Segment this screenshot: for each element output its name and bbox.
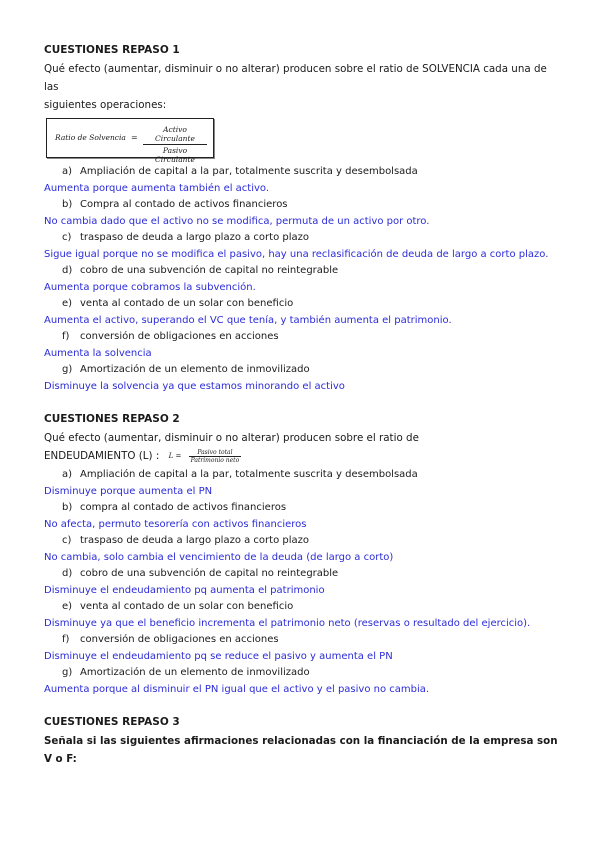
answer-text: Disminuye la solvencia ya que estamos minorando el activo bbox=[44, 381, 345, 392]
item-letter: f) bbox=[62, 331, 70, 342]
solvency-formula bbox=[46, 118, 214, 164]
formula-label: Ratio de Solvencia bbox=[55, 133, 126, 142]
answer-text: Sigue igual porque no se modifica el pasivo, hay una reclasificación de deuda de largo a corto plazo. bbox=[44, 249, 549, 260]
section-repaso-2 bbox=[44, 413, 564, 698]
item-text: venta al contado de un solar con beneficio bbox=[80, 298, 294, 309]
item-letter: a) bbox=[62, 166, 73, 177]
answer-text: Aumenta la solvencia bbox=[44, 348, 152, 359]
item-text: cobro de una subvención de capital no reintegrable bbox=[80, 265, 339, 276]
item-letter: d) bbox=[62, 265, 73, 276]
question-text: ENDEUDAMIENTO (L) : bbox=[44, 450, 160, 462]
question-line: Qué efecto (aumentar, disminuir o no alterar) producen sobre el ratio de SOLVENCIA cada una de las bbox=[44, 63, 547, 93]
answer-text: Disminuye el endeudamiento pq se reduce el pasivo y aumenta el PN bbox=[44, 651, 393, 662]
question-line bbox=[44, 447, 564, 465]
section-repaso-1 bbox=[44, 44, 564, 395]
item-text: Amortización de un elemento de inmovilizado bbox=[80, 667, 310, 678]
item-text: Amortización de un elemento de inmovilizado bbox=[80, 364, 310, 375]
answer-text: Disminuye porque aumenta el PN bbox=[44, 486, 213, 497]
formula-denominator: Patrimonio neto bbox=[190, 456, 240, 464]
item-letter: g) bbox=[62, 667, 73, 678]
answer-text: Aumenta el activo, superando el VC que tenía, y también aumenta el patrimonio. bbox=[44, 315, 452, 326]
list-item bbox=[62, 296, 564, 312]
list-item bbox=[62, 599, 564, 615]
answer-text: Disminuye el endeudamiento pq aumenta el patrimonio bbox=[44, 585, 325, 596]
item-text: traspaso de deuda a largo plazo a corto plazo bbox=[80, 232, 309, 243]
question-line: Señala si las siguientes afirmaciones relacionadas con la financiación de la empresa son V o F: bbox=[44, 735, 558, 765]
item-letter: f) bbox=[62, 634, 70, 645]
answer-text: Aumenta porque aumenta también el activo. bbox=[44, 183, 270, 194]
item-letter: b) bbox=[62, 502, 73, 513]
question-line: Qué efecto (aumentar, disminuir o no alterar) producen sobre el ratio de bbox=[44, 432, 419, 444]
item-text: conversión de obligaciones en acciones bbox=[80, 634, 279, 645]
item-text: Ampliación de capital a la par, totalmente suscrita y desembolsada bbox=[80, 166, 418, 177]
section-title: CUESTIONES REPASO 3 bbox=[44, 716, 180, 728]
item-text: compra al contado de activos financieros bbox=[80, 502, 287, 513]
question-line: siguientes operaciones: bbox=[44, 99, 167, 111]
list-item bbox=[62, 164, 564, 180]
item-letter: e) bbox=[62, 601, 73, 612]
formula-symbol: L = bbox=[168, 452, 182, 460]
document-content bbox=[44, 44, 564, 780]
item-letter: g) bbox=[62, 364, 73, 375]
debt-formula-fraction bbox=[189, 449, 242, 464]
item-text: cobro de una subvención de capital no reintegrable bbox=[80, 568, 339, 579]
list-item bbox=[62, 197, 564, 213]
section-title: CUESTIONES REPASO 1 bbox=[44, 44, 180, 56]
answer-text: No cambia, solo cambia el vencimiento de la deuda (de largo a corto) bbox=[44, 552, 394, 563]
item-text: traspaso de deuda a largo plazo a corto plazo bbox=[80, 535, 309, 546]
item-letter: e) bbox=[62, 298, 73, 309]
formula-fraction bbox=[143, 125, 207, 164]
list-item bbox=[62, 632, 564, 648]
answer-text: Aumenta porque al disminuir el PN igual que el activo y el pasivo no cambia. bbox=[44, 684, 430, 695]
section-repaso-3 bbox=[44, 716, 564, 768]
item-text: Compra al contado de activos financieros bbox=[80, 199, 288, 210]
answer-text: Disminuye ya que el beneficio incrementa el patrimonio neto (reservas o resultado del ejercicio). bbox=[44, 618, 531, 629]
list-item bbox=[62, 566, 564, 582]
item-letter: b) bbox=[62, 199, 73, 210]
answer-text: Aumenta porque cobramos la subvención. bbox=[44, 282, 256, 293]
section-title: CUESTIONES REPASO 2 bbox=[44, 413, 180, 425]
formula-equals: = bbox=[131, 133, 138, 142]
item-letter: d) bbox=[62, 568, 73, 579]
formula-numerator: Pasivo total bbox=[189, 449, 242, 457]
list-item bbox=[62, 665, 564, 681]
item-text: venta al contado de un solar con beneficio bbox=[80, 601, 294, 612]
item-letter: c) bbox=[62, 535, 72, 546]
answer-text: No afecta, permuto tesorería con activos financieros bbox=[44, 519, 307, 530]
list-item bbox=[62, 500, 564, 516]
list-item bbox=[62, 467, 564, 483]
item-text: conversión de obligaciones en acciones bbox=[80, 331, 279, 342]
item-letter: a) bbox=[62, 469, 73, 480]
answer-text: No cambia dado que el activo no se modifica, permuta de un activo por otro. bbox=[44, 216, 430, 227]
list-item bbox=[62, 533, 564, 549]
list-item bbox=[62, 329, 564, 345]
list-item bbox=[62, 230, 564, 246]
list-item bbox=[62, 263, 564, 279]
item-letter: c) bbox=[62, 232, 72, 243]
formula-denominator: Pasivo Circulante bbox=[155, 146, 195, 164]
formula-numerator: Activo Circulante bbox=[143, 125, 207, 145]
item-text: Ampliación de capital a la par, totalmente suscrita y desembolsada bbox=[80, 469, 418, 480]
list-item bbox=[62, 362, 564, 378]
